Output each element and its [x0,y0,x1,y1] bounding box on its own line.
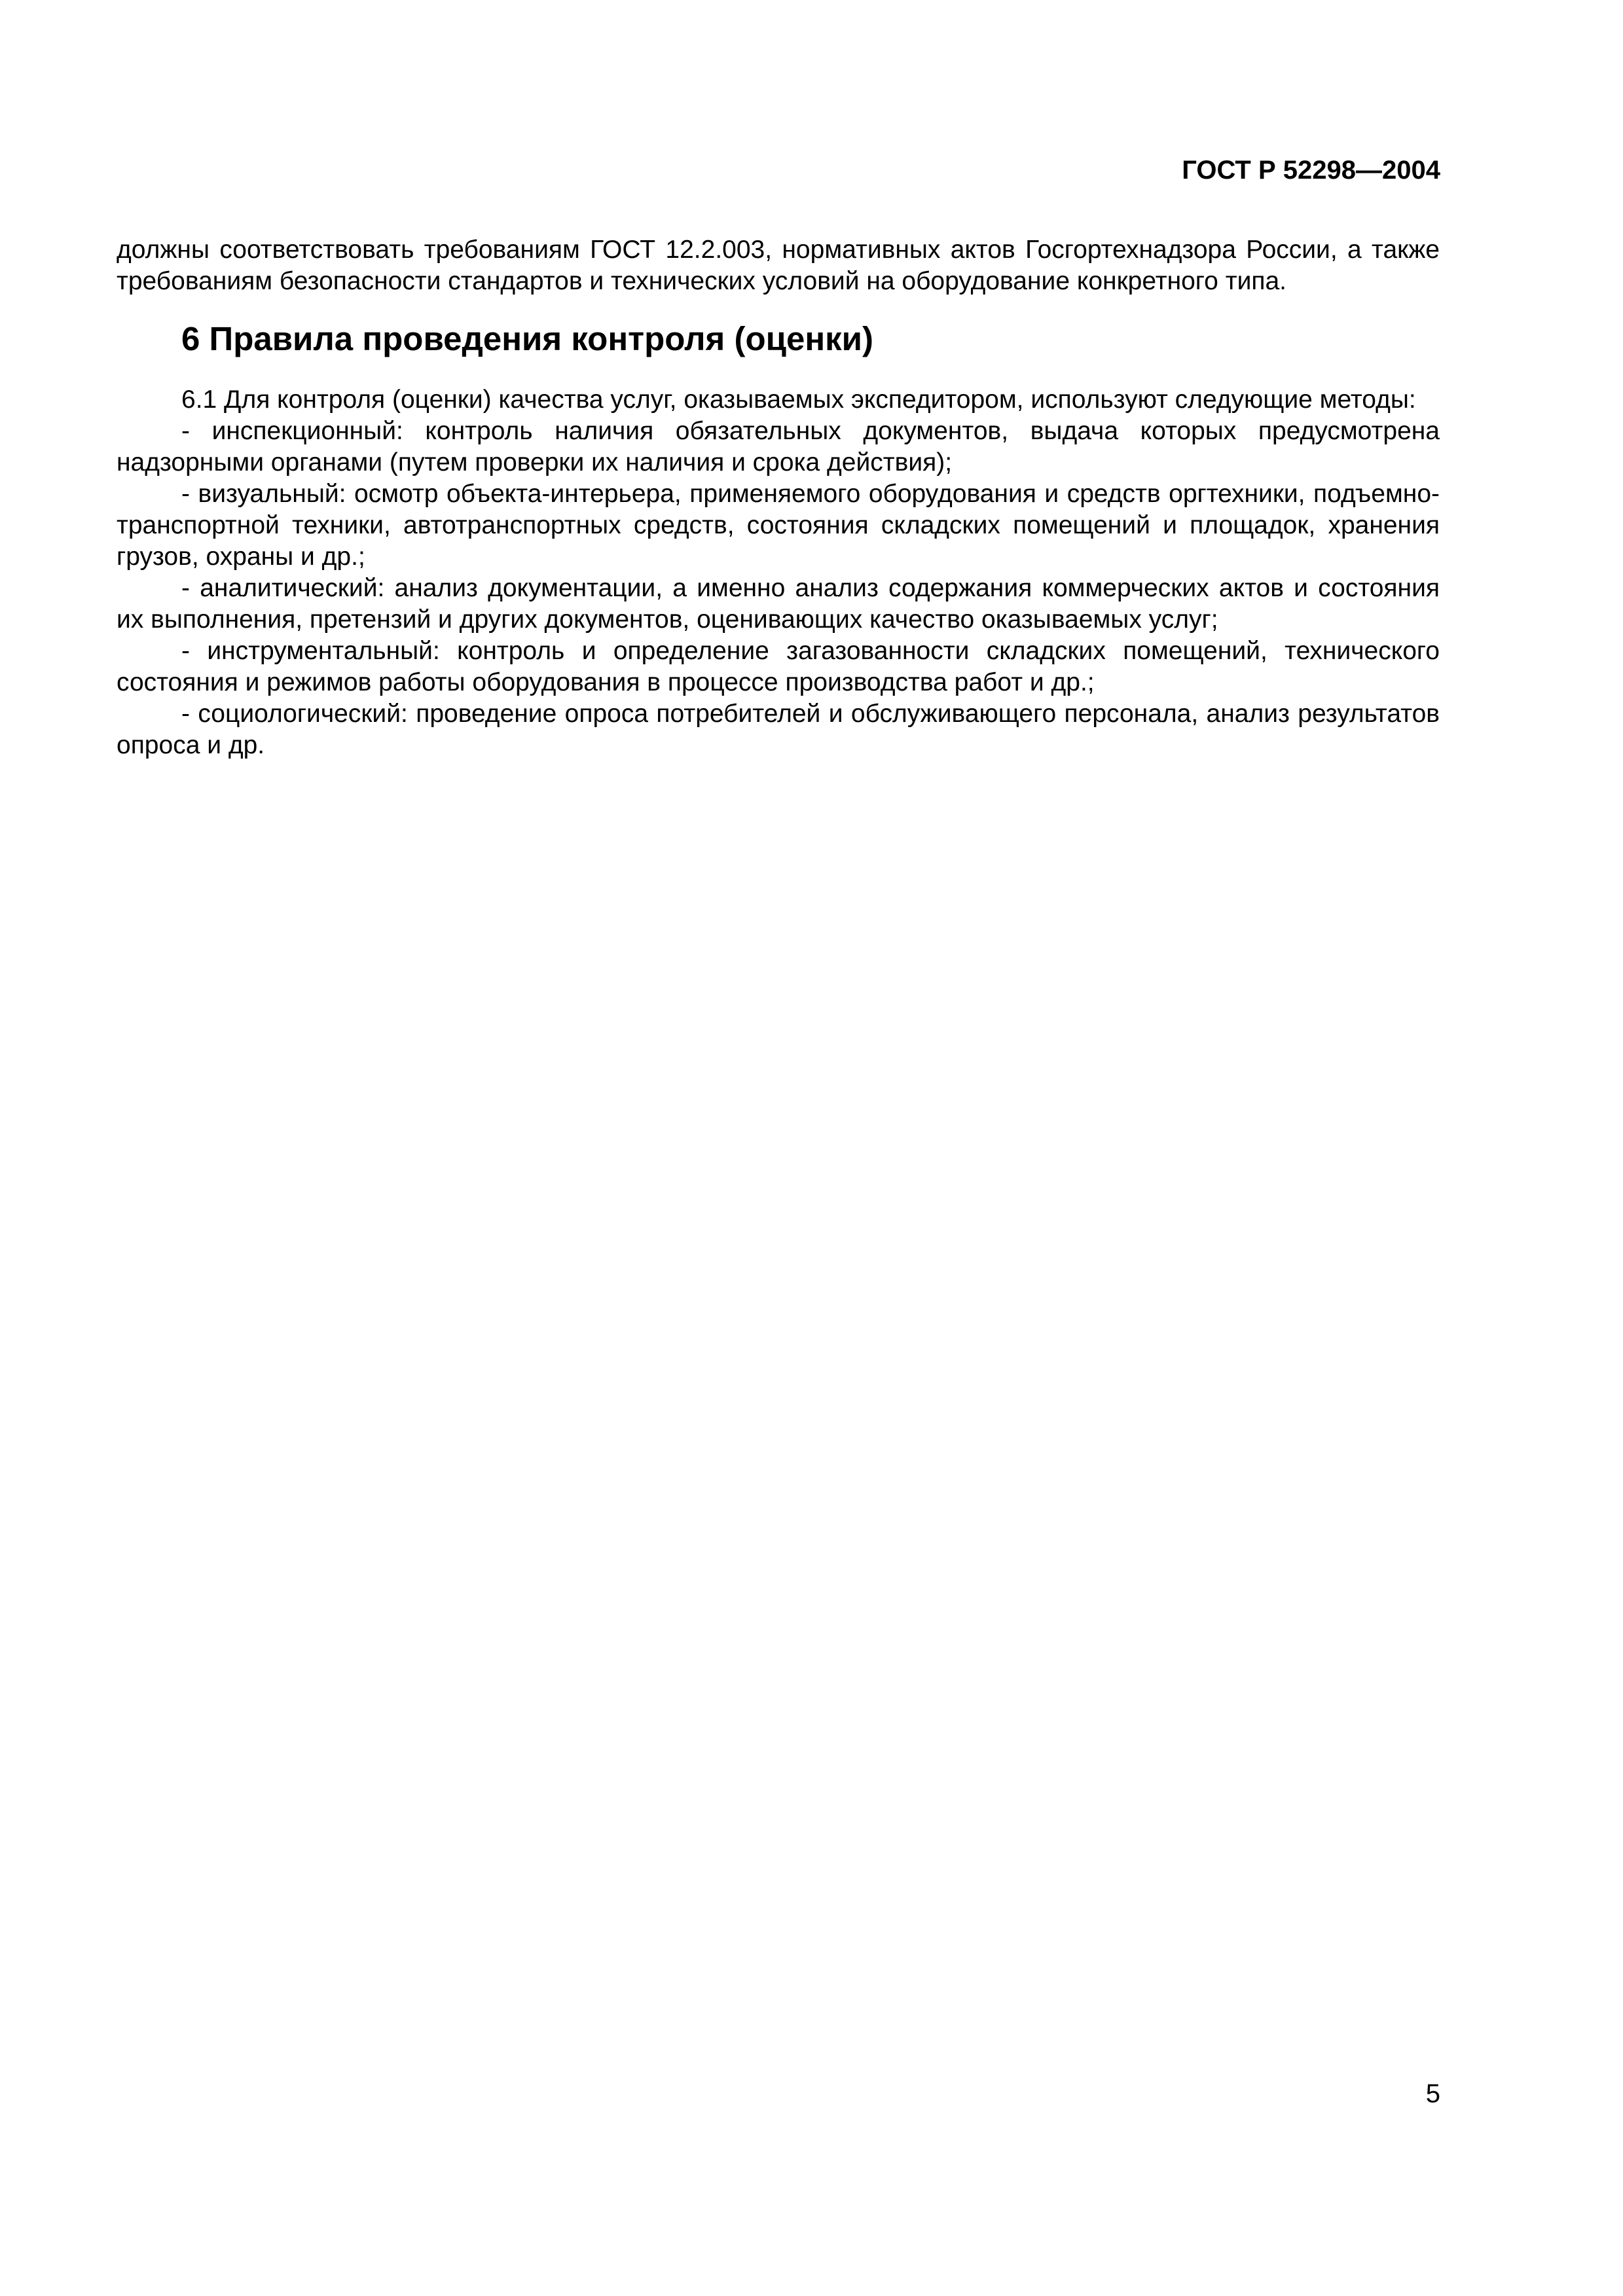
clause-6-1: 6.1 Для контроля (оценки) качества услуг, оказываемых экспедитором, используют следующие методы: [181,386,1416,414]
standard-code-header: ГОСТ Р 52298—2004 [1182,156,1440,185]
method-item-instrumental: - инструментальный: контроль и определение загазованности складских помещений, технического состояния и режимов работы оборудования в процессе производства работ и др.; [117,637,1440,696]
method-item-sociological: - социологический: проведение опроса потребителей и обслуживающего персонала, анализ результатов опроса и др. [117,700,1440,759]
page-number: 5 [1425,2079,1440,2108]
section-heading: 6 Правила проведения контроля (оценки) [181,320,873,357]
method-item-analytical: - аналитический: анализ документации, а именно анализ содержания коммерческих актов и состояния их выполнения, претензий и других документов, оценивающих качество оказываемых услуг; [117,574,1440,634]
page-content [117,234,1440,761]
intro-paragraph: должны соответствовать требованиям ГОСТ 12.2.003, нормативных актов Госгортехнадзора России, а также требованиям безопасности стандартов и технических условий на оборудование конкретного типа. [117,236,1440,295]
method-item-inspection: - инспекционный: контроль наличия обязательных документов, выдача которых предусмотрена надзорными органами (путем проверки их наличия и срока действия); [117,417,1440,476]
method-item-visual: - визуальный: осмотр объекта-интерьера, применяемого оборудования и средств оргтехники, подъемно-транспортной техники, автотранспортных средств, состояния складских помещений и площадок, хранения грузов, охраны и др.; [117,480,1440,571]
